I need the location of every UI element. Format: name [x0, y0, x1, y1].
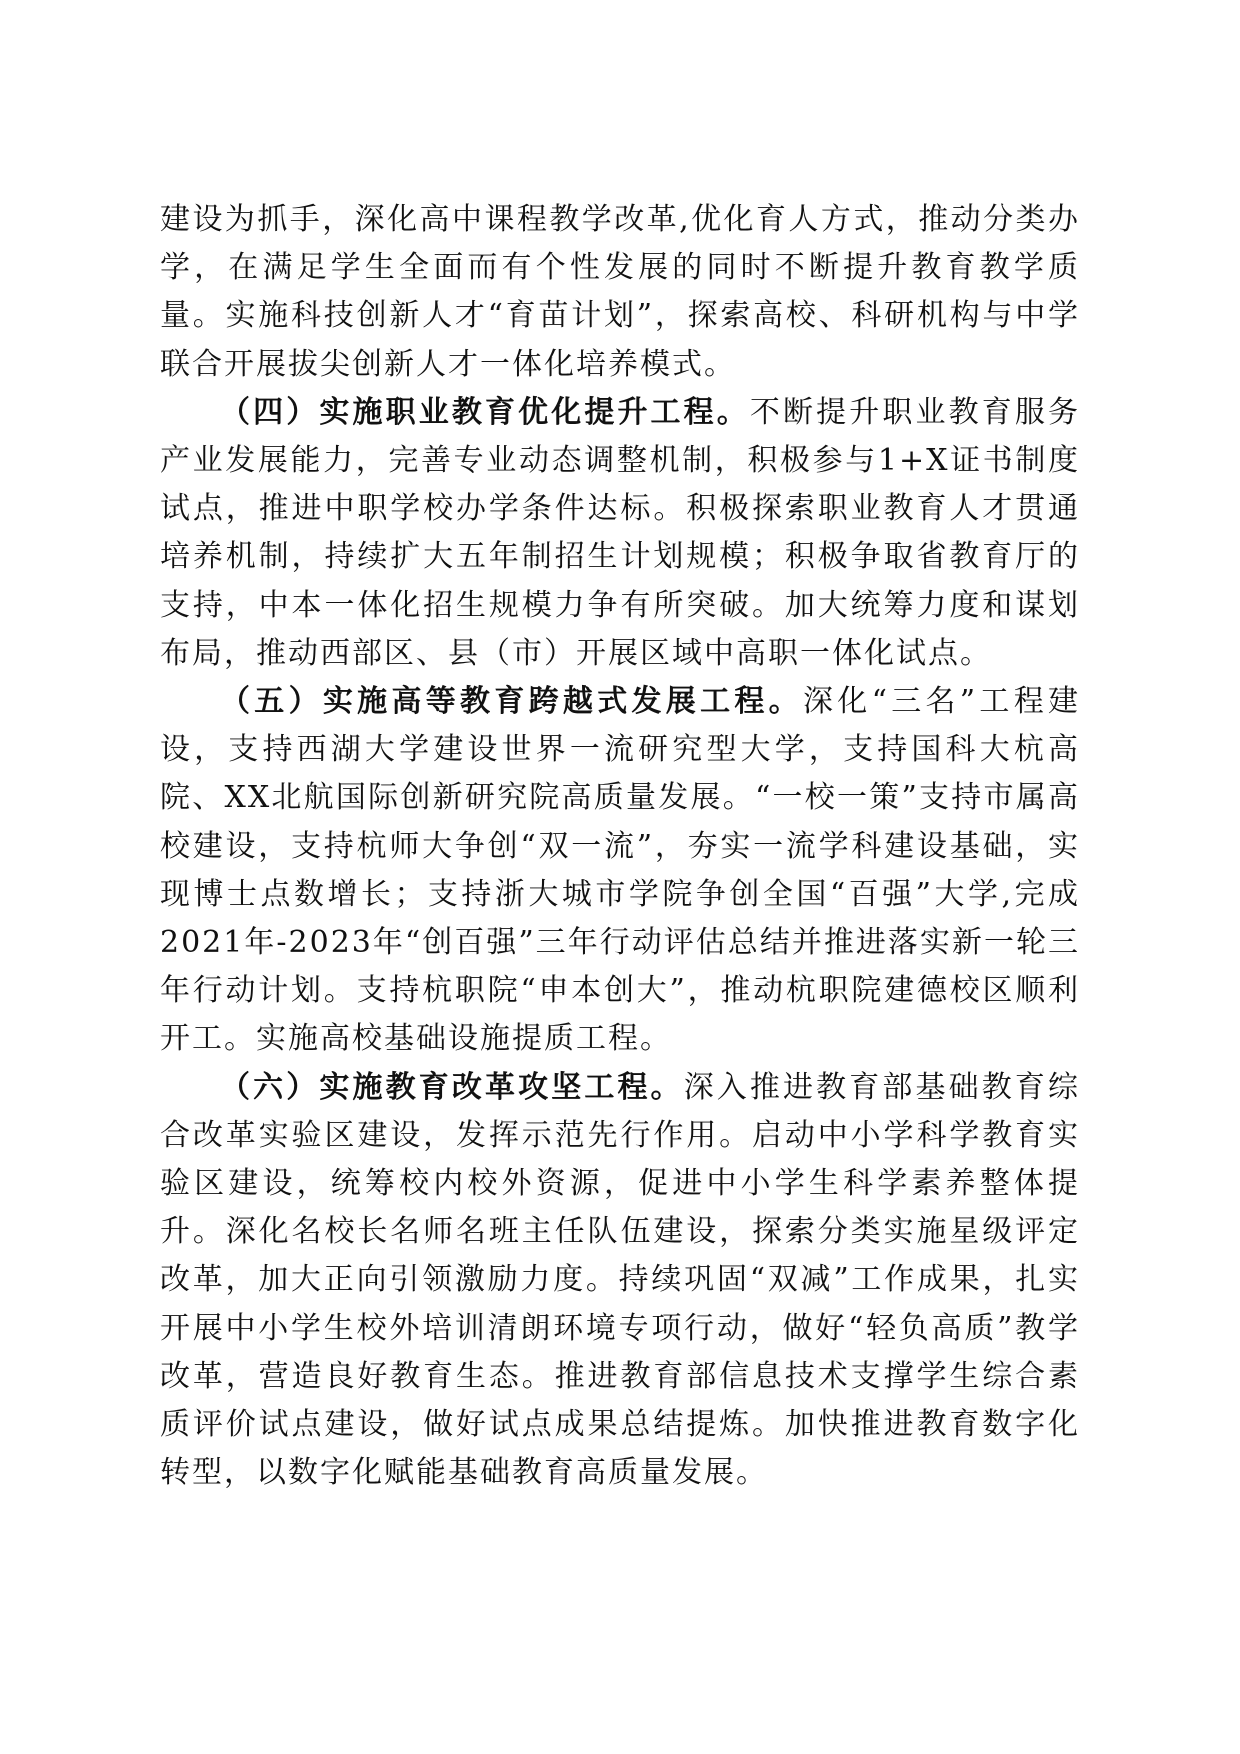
document-body [160, 196, 1080, 1497]
paragraph-heading: （六）实施教育改革攻坚工程。 [220, 1069, 684, 1105]
paragraph-body: 深化“三名”工程建设，支持西湖大学建设世界一流研究型大学，支持国科大杭高院、XX北航国际创新研究院高质量发展。“一校一策”支持市属高校建设，支持杭师大争创“双一流”，夯实一流学科建设基础，实现博士点数增长；支持浙大城市学院争创全国“百强”大学,完成2021年-2023年“创百强”三年行动评估总结并推进落实新一轮三年行动计划。支持杭职院“申本创大”，推动杭职院建德校区顺利开工。实施高校基础设施提质工程。 [160, 684, 1080, 1057]
paragraph-vocational-education [160, 389, 1080, 678]
paragraph-body: 深入推进教育部基础教育综合改革实验区建设，发挥示范先行作用。启动中小学科学教育实验区建设，统筹校内校外资源，促进中小学生科学素养整体提升。深化名校长名师名班主任队伍建设，探索分类实施星级评定改革，加大正向引领激励力度。持续巩固“双减”工作成果，扎实开展中小学生校外培训清朗环境专项行动，做好“轻负高质”教学改革，营造良好教育生态。推进教育部信息技术支撑学生综合素质评价试点建设，做好试点成果总结提炼。加快推进教育数字化转型，以数字化赋能基础教育高质量发展。 [160, 1069, 1081, 1491]
paragraph-education-reform [160, 1064, 1080, 1498]
paragraph-continued [160, 196, 1080, 389]
paragraph-heading: （四）实施职业教育优化提升工程。 [220, 394, 750, 430]
paragraph-heading: （五）实施高等教育跨越式发展工程。 [220, 684, 803, 720]
paragraph-body: 不断提升职业教育服务产业发展能力，完善专业动态调整机制，积极参与1+X证书制度试点，推进中职学校办学条件达标。积极探索职业教育人才贯通培养机制，持续扩大五年制招生计划规模；积极争取省教育厅的支持，中本一体化招生规模力争有所突破。加大统筹力度和谋划布局，推动西部区、县（市）开展区域中高职一体化试点。 [160, 394, 1081, 671]
paragraph-higher-education [160, 678, 1080, 1064]
paragraph-body: 建设为抓手，深化高中课程教学改革,优化育人方式，推动分类办学，在满足学生全面而有个性发展的同时不断提升教育教学质量。实施科技创新人才“育苗计划”，探索高校、科研机构与中学联合开展拔尖创新人才一体化培养模式。 [160, 202, 1080, 382]
